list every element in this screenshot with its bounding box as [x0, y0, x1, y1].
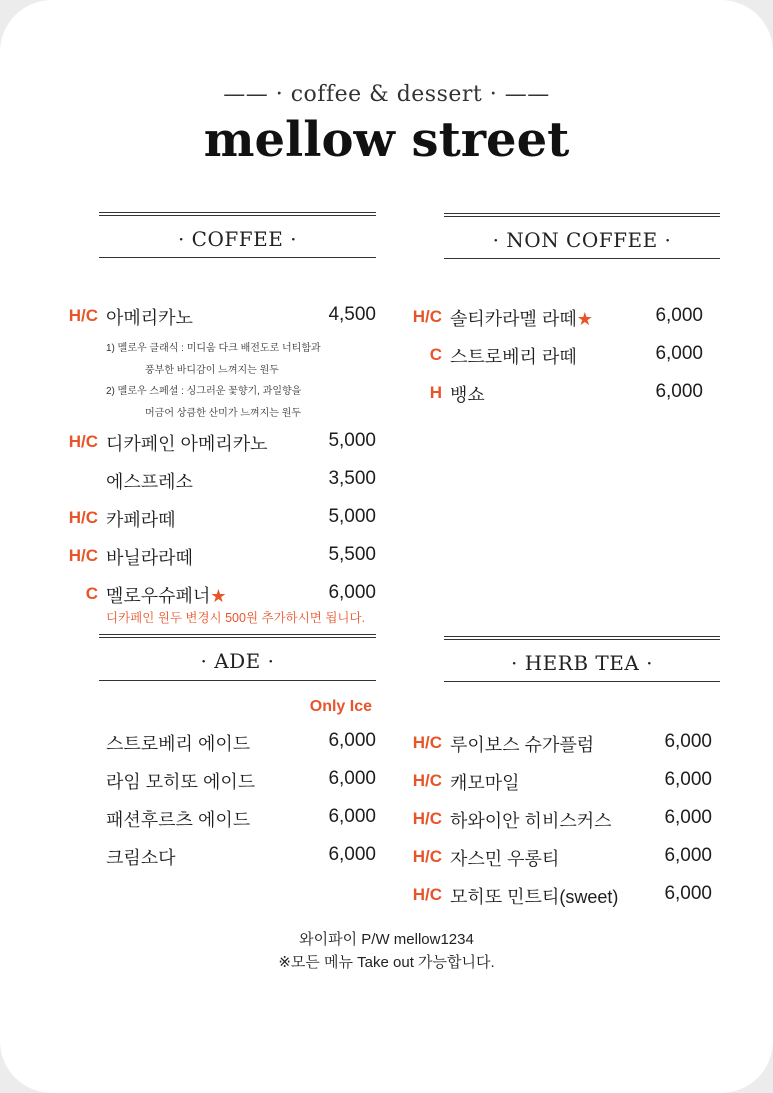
temp-tag: C — [85, 584, 98, 603]
menu-item-name: 뱅쇼 — [450, 385, 485, 405]
temp-tag: H/C — [68, 432, 98, 451]
temp-tag: C — [429, 345, 442, 364]
menu-item-price: 6,000 — [655, 343, 703, 364]
section-rule — [99, 257, 376, 258]
menu-item-name: 캐모마일 — [450, 773, 520, 793]
temp-tag: H/C — [412, 307, 442, 326]
menu-item-price: 5,000 — [328, 506, 376, 527]
brand-title: mellow street — [203, 112, 570, 168]
temp-tag: H/C — [412, 771, 442, 790]
section-rule — [99, 680, 376, 681]
only-ice-note: Only Ice — [309, 698, 372, 715]
temp-tag: H/C — [412, 809, 442, 828]
menu-item-price: 5,500 — [328, 544, 376, 565]
section-title-coffee: · COFFEE · — [177, 227, 298, 251]
menu-item-price: 3,500 — [328, 468, 376, 489]
section-rule — [99, 212, 376, 216]
menu-item-price: 4,500 — [328, 304, 376, 325]
menu-item-price: 6,000 — [664, 807, 712, 828]
bean-description: 머금어 상큼한 산미가 느껴지는 원두 — [145, 408, 302, 419]
menu-item-name: 자스민 우롱티 — [450, 849, 560, 869]
menu-item-name: 멜로우슈페너★ — [106, 586, 227, 606]
menu-item-price: 6,000 — [328, 806, 376, 827]
menu-item-name: 솔티카라멜 라떼★ — [450, 309, 593, 329]
menu-item-name: 디카페인 아메리카노 — [106, 434, 268, 454]
section-title-non-coffee: · NON COFFEE · — [492, 228, 672, 252]
menu-item-name: 스트로베리 라떼 — [450, 347, 577, 367]
menu-item-price: 6,000 — [664, 883, 712, 904]
temp-tag: H/C — [412, 733, 442, 752]
menu-item-name: 모히또 민트티(sweet) — [450, 887, 619, 907]
wifi-password: 와이파이 P/W mellow1234 — [299, 931, 474, 948]
takeout-note: ※모든 메뉴 Take out 가능합니다. — [278, 954, 495, 971]
section-rule — [444, 213, 720, 217]
menu-item-name: 라임 모히또 에이드 — [106, 772, 256, 792]
menu-item-price: 6,000 — [664, 845, 712, 866]
menu-item-name: 루이보스 슈가플럼 — [450, 735, 595, 755]
menu-item-price: 6,000 — [664, 731, 712, 752]
section-rule — [99, 634, 376, 638]
menu-item-price: 6,000 — [664, 769, 712, 790]
bean-description: 풍부한 바디감이 느껴지는 원두 — [145, 365, 279, 376]
temp-tag: H — [429, 383, 442, 402]
temp-tag: H/C — [68, 508, 98, 527]
menu-item-name: 패션후르츠 에이드 — [106, 810, 251, 830]
bean-description: 1) 멜로우 클래식 : 미디움 다크 배전도로 너티함과 — [106, 343, 321, 354]
menu-item-price: 6,000 — [328, 768, 376, 789]
section-rule — [444, 681, 720, 682]
section-rule — [444, 636, 720, 640]
menu-item-price: 6,000 — [328, 582, 376, 603]
star-icon: ★ — [576, 309, 593, 329]
tagline: —— · coffee & dessert · —— — [223, 82, 550, 107]
temp-tag: H/C — [68, 546, 98, 565]
temp-tag: H/C — [68, 306, 98, 325]
menu-item-name: 아메리카노 — [106, 308, 193, 328]
menu-item-price: 6,000 — [328, 730, 376, 751]
menu-item-name: 하와이안 히비스커스 — [450, 811, 612, 831]
menu-item-name: 에스프레소 — [106, 472, 193, 492]
menu-item-name: 바닐라라떼 — [106, 548, 193, 568]
star-icon: ★ — [210, 586, 227, 606]
bean-description: 2) 멜로우 스페셜 : 싱그러운 꽃향기, 과일향을 — [106, 386, 302, 397]
temp-tag: H/C — [412, 885, 442, 904]
menu-item-name: 카페라떼 — [106, 510, 176, 530]
section-title-ade: · ADE · — [200, 649, 275, 673]
menu-item-price: 6,000 — [655, 381, 703, 402]
menu-item-name: 크림소다 — [106, 848, 176, 868]
temp-tag: H/C — [412, 847, 442, 866]
menu-item-price: 6,000 — [328, 844, 376, 865]
menu-item-price: 5,000 — [328, 430, 376, 451]
decaf-note: 디카페인 원두 변경시 500원 추가하시면 됩니다. — [106, 611, 366, 625]
menu-item-price: 6,000 — [655, 305, 703, 326]
section-rule — [444, 258, 720, 259]
menu-item-name: 스트로베리 에이드 — [106, 734, 251, 754]
section-title-herb-tea: · HERB TEA · — [511, 651, 653, 675]
